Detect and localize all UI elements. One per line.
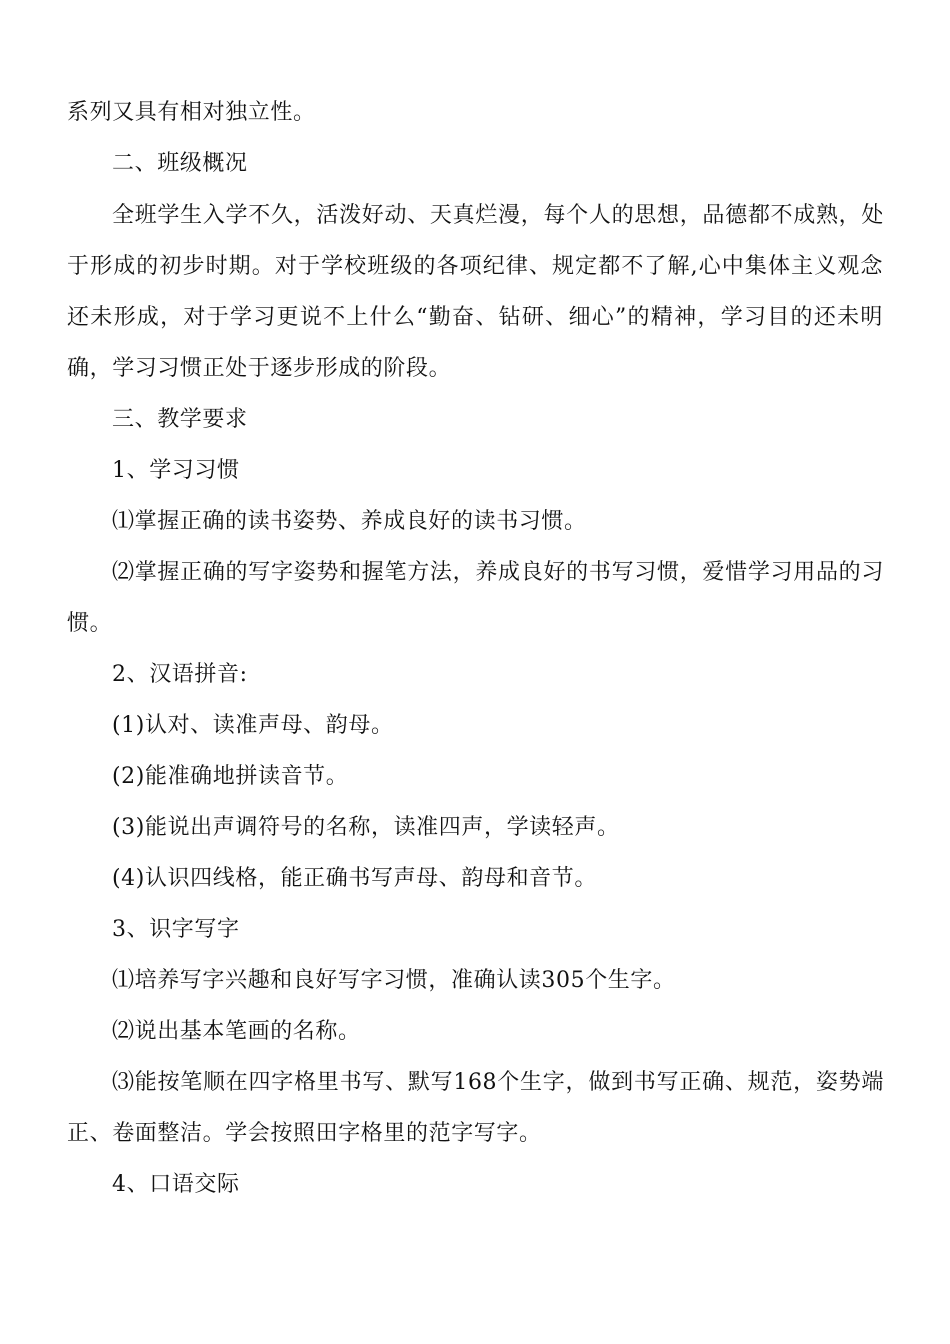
list-item-stroke-order: ⑶能按笔顺在四字格里书写、默写168个生字，做到书写正确、规范，姿势端 (112, 1070, 884, 1095)
list-item-syllables: (2)能准确地拼读音节。 (112, 764, 349, 789)
list-item-writing-interest: ⑴培养写字兴趣和良好写字习惯，准确认读305个生字。 (112, 968, 676, 993)
text-line-1: 系列又具有相对独立性。 (67, 100, 316, 125)
heading-teaching-requirements: 三、教学要求 (112, 407, 248, 432)
list-item-tones: (3)能说出声调符号的名称，读准四声，学读轻声。 (112, 815, 620, 840)
list-item-initials-finals: (1)认对、读准声母、韵母。 (112, 713, 394, 738)
paragraph-line-2: 于形成的初步时期。对于学校班级的各项纪律、规定都不了解,心中集体主义观念 (67, 254, 883, 279)
paragraph-line-4: 确，学习习惯正处于逐步形成的阶段。 (67, 356, 452, 381)
heading-class-overview: 二、班级概况 (112, 151, 248, 176)
list-item-stroke-order-cont: 正、卷面整洁。学会按照田字格里的范字写字。 (67, 1121, 542, 1146)
list-item-reading-posture: ⑴掌握正确的读书姿势、养成良好的读书习惯。 (112, 509, 587, 534)
subheading-oral-communication: 4、口语交际 (112, 1172, 240, 1197)
paragraph-line-1: 全班学生入学不久，活泼好动、天真烂漫，每个人的思想，品德都不成熟，处 (112, 203, 884, 228)
list-item-writing-posture: ⑵掌握正确的写字姿势和握笔方法，养成良好的书写习惯，爱惜学习用品的习 (112, 560, 884, 585)
subheading-study-habits: 1、学习习惯 (112, 458, 240, 483)
paragraph-line-3: 还未形成，对于学习更说不上什么“勤奋、钻研、细心”的精神，学习目的还未明 (67, 305, 883, 330)
list-item-four-line-grid: (4)认识四线格，能正确书写声母、韵母和音节。 (112, 866, 597, 891)
subheading-pinyin: 2、汉语拼音: (112, 662, 248, 687)
list-item-basic-strokes: ⑵说出基本笔画的名称。 (112, 1019, 361, 1044)
subheading-literacy: 3、识字写字 (112, 917, 240, 942)
list-item-writing-posture-cont: 惯。 (67, 611, 113, 636)
